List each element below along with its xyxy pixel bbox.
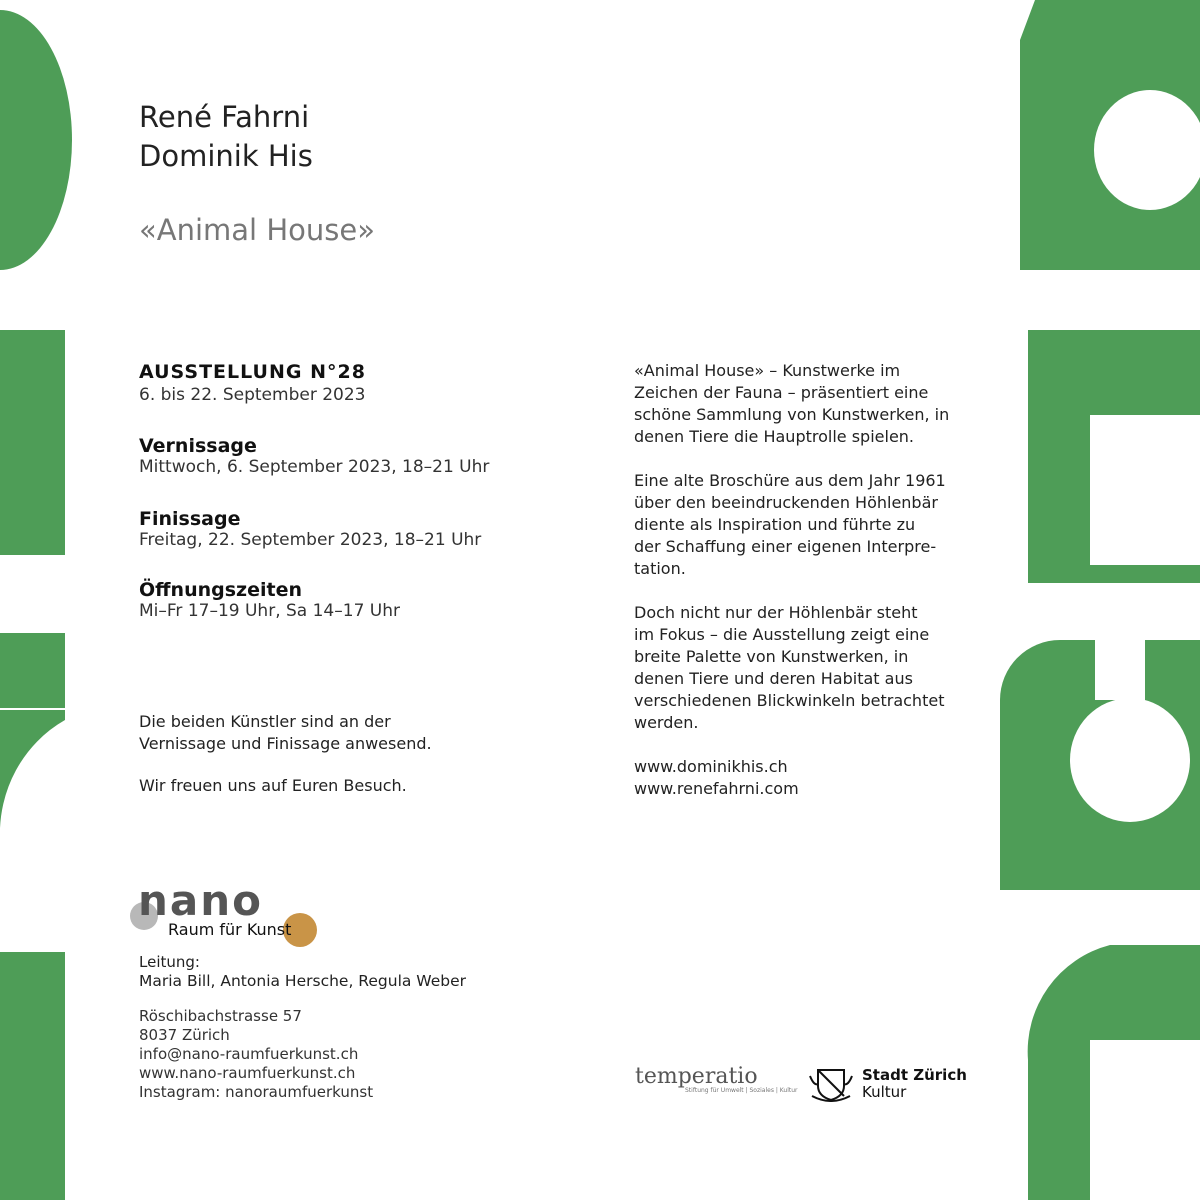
right-letter-a: [1000, 640, 1200, 890]
text-line: Doch nicht nur der Höhlenbär steht: [634, 603, 918, 622]
website-link-dominikhis[interactable]: www.dominikhis.ch: [634, 757, 788, 776]
text-line: schöne Sammlung von Kunstwerken, in: [634, 405, 950, 424]
management: [139, 953, 466, 991]
management-names: Maria Bill, Antonia Hersche, Regula Weber: [139, 972, 467, 990]
vernissage-heading: Vernissage: [139, 435, 257, 457]
logo-wordmark: nano: [138, 876, 263, 925]
text-line: breite Palette von Kunstwerken, in: [634, 647, 909, 666]
vernissage-section: [139, 435, 489, 477]
website-link[interactable]: www.nano-raumfuerkunst.ch: [139, 1064, 356, 1082]
text-line: tation.: [634, 559, 686, 578]
left-letter-top-arc: [0, 10, 72, 270]
exhibition-number: AUSSTELLUNG N°28: [139, 361, 366, 383]
finissage-text: Freitag, 22. September 2023, 18–21 Uhr: [139, 530, 482, 550]
left-letter-bar-1: [0, 330, 65, 555]
finissage-heading: Finissage: [139, 508, 241, 530]
description: [634, 360, 949, 800]
text-line: der Schaffung einer eigenen Interpre-: [634, 537, 937, 556]
description-paragraph-2: [634, 470, 949, 580]
right-letter-n-bottom: [1028, 945, 1200, 1200]
left-letter-bar-2: [0, 633, 65, 708]
exhibition-info: [139, 361, 366, 405]
right-letter-bar-1: [1028, 330, 1200, 415]
text-line: über den beeindruckenden Höhlenbär: [634, 493, 938, 512]
text-line: diente als Inspiration und führte zu: [634, 515, 916, 534]
stadt-zuerich-text: Stadt Zürich: [862, 1066, 967, 1084]
coat-of-arms-icon: [808, 1066, 854, 1102]
right-letter-o-top: [1020, 0, 1200, 270]
temperatio-logo: [635, 1064, 798, 1094]
text-line: Zeichen der Fauna – präsentiert eine: [634, 383, 929, 402]
management-label: Leitung:: [139, 953, 200, 971]
text-line: werden.: [634, 713, 699, 732]
exhibition-dates: 6. bis 22. September 2023: [139, 385, 366, 405]
artist-2: Dominik His: [139, 139, 313, 173]
kultur-text: Kultur: [862, 1083, 907, 1101]
text-line: verschiedenen Blickwinkeln betrachtet: [634, 691, 945, 710]
right-letter-bar-3: [1028, 565, 1200, 583]
text-line: im Fokus – die Ausstellung zeigt eine: [634, 625, 930, 644]
artist-names: [139, 98, 313, 176]
description-paragraph-1: [634, 360, 949, 448]
opening-hours-heading: Öffnungszeiten: [139, 579, 302, 601]
email-link[interactable]: info@nano-raumfuerkunst.ch: [139, 1045, 359, 1063]
note-line-3: Wir freuen uns auf Euren Besuch.: [139, 776, 407, 795]
address-city: 8037 Zürich: [139, 1026, 230, 1044]
nano-logo: [128, 876, 328, 950]
exhibition-title: «Animal House»: [139, 213, 375, 247]
description-paragraph-3: [634, 602, 949, 734]
opening-hours-text: Mi–Fr 17–19 Uhr, Sa 14–17 Uhr: [139, 601, 400, 621]
artist-websites: [634, 756, 949, 800]
note-line-2: Vernissage und Finissage anwesend.: [139, 734, 432, 753]
left-letter-arc: [0, 710, 65, 840]
text-line: denen Tiere die Hauptrolle spielen.: [634, 427, 915, 446]
instagram-link[interactable]: Instagram: nanoraumfuerkunst: [139, 1083, 374, 1101]
note-line-1: Die beiden Künstler sind an der: [139, 712, 391, 731]
logo-subtitle: Raum für Kunst: [168, 920, 292, 939]
text-line: Eine alte Broschüre aus dem Jahr 1961: [634, 471, 946, 490]
vernissage-text: Mittwoch, 6. September 2023, 18–21 Uhr: [139, 457, 490, 477]
text-line: «Animal House» – Kunstwerke im: [634, 361, 901, 380]
temperatio-wordmark: temperatio: [635, 1064, 758, 1089]
address-street: Röschibachstrasse 57: [139, 1007, 302, 1025]
text-line: denen Tiere und deren Habitat aus: [634, 669, 913, 688]
finissage-section: [139, 508, 481, 550]
artist-presence-note: [139, 711, 432, 797]
left-letter-bar-3: [0, 952, 65, 1200]
temperatio-tagline: Stiftung für Umwelt | Soziales | Kultur: [685, 1087, 798, 1094]
address-block: [139, 1007, 373, 1102]
artist-1: René Fahrni: [139, 100, 310, 134]
opening-hours-section: [139, 579, 400, 621]
website-link-renefahrni[interactable]: www.renefahrni.com: [634, 779, 799, 798]
right-letter-bar-2: [1028, 415, 1090, 565]
